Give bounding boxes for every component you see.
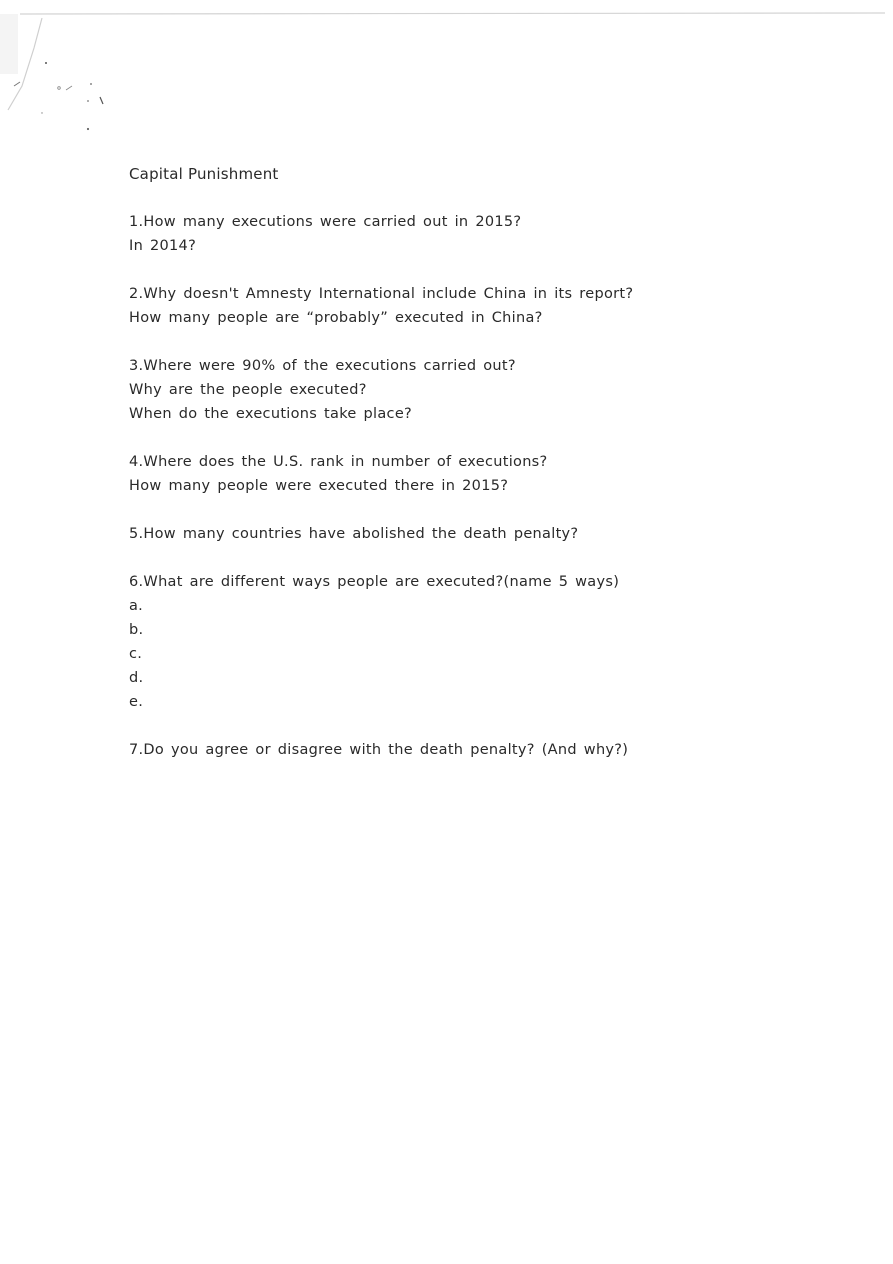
answer-option-b: b. <box>129 622 144 638</box>
question-4 <box>129 450 829 498</box>
question-line: 4.Where does the U.S. rank in number of executions? <box>129 454 548 470</box>
question-1 <box>129 210 829 258</box>
answer-option-d: d. <box>129 670 144 686</box>
question-6 <box>129 570 829 714</box>
question-line: 2.Why doesn't Amnesty International include China in its report? <box>129 286 634 302</box>
question-line: In 2014? <box>129 238 197 254</box>
question-3 <box>129 354 829 426</box>
question-5 <box>129 522 829 546</box>
document-title: Capital Punishment <box>129 165 279 183</box>
question-line: 1.How many executions were carried out in 2015? <box>129 214 522 230</box>
question-line: When do the executions take place? <box>129 406 413 422</box>
question-line: 6.What are different ways people are executed?(name 5 ways) <box>129 574 620 590</box>
answer-option-e: e. <box>129 694 144 710</box>
worksheet-content <box>129 162 829 786</box>
question-line: Why are the people executed? <box>129 382 367 398</box>
question-line: 5.How many countries have abolished the death penalty? <box>129 526 579 542</box>
question-line: How many people are “probably” executed in China? <box>129 310 543 326</box>
question-7 <box>129 738 829 762</box>
question-2 <box>129 282 829 330</box>
scan-artifact-marks <box>0 0 893 160</box>
question-line: How many people were executed there in 2015? <box>129 478 509 494</box>
answer-option-a: a. <box>129 598 144 614</box>
question-line: 3.Where were 90% of the executions carried out? <box>129 358 516 374</box>
question-line: 7.Do you agree or disagree with the death penalty? (And why?) <box>129 742 629 758</box>
answer-option-c: c. <box>129 646 143 662</box>
